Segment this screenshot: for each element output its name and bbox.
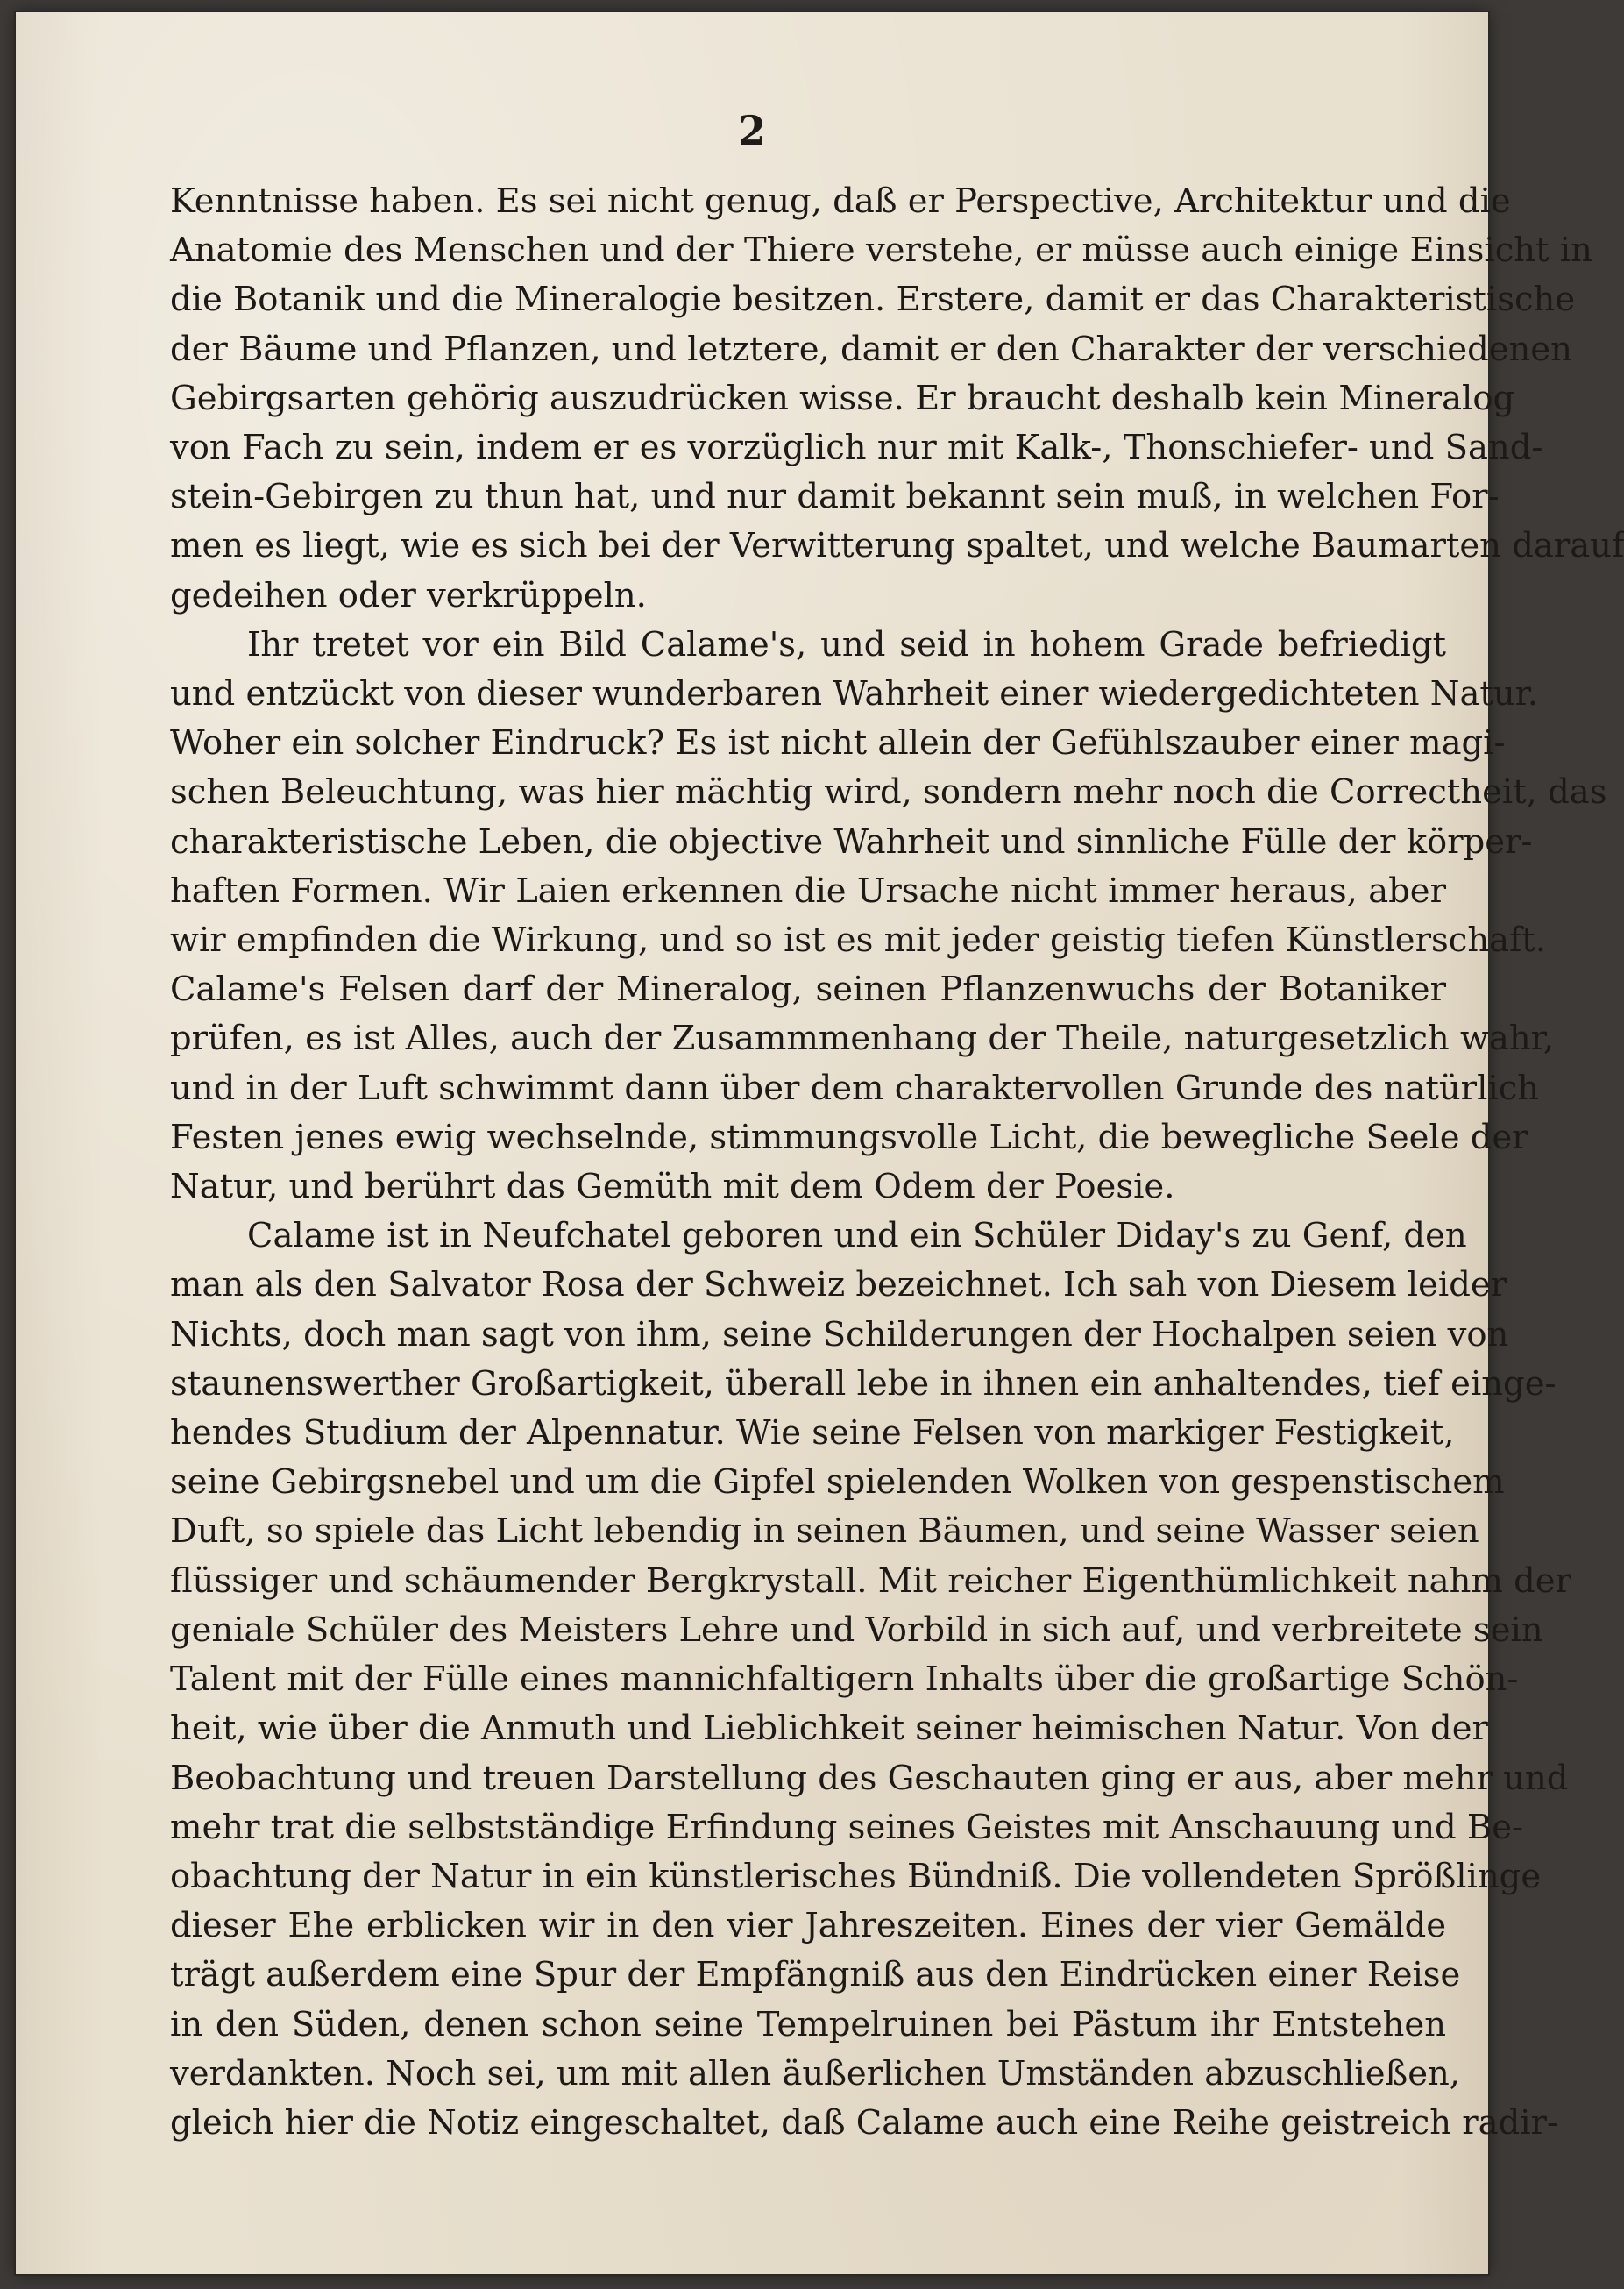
text-line: men es liegt, wie es sich bei der Verwitterung spaltet, und welche Baumarten darauf bbox=[170, 526, 1624, 566]
text-line: Duft, so spiele das Licht lebendig in seinen Bäumen, und seine Wasser seien bbox=[170, 1511, 1479, 1552]
text-line: Festen jenes ewig wechselnde, stimmungsvolle Licht, die bewegliche Seele der bbox=[170, 1117, 1528, 1157]
text-line: geniale Schüler des Meisters Lehre und Vorbild in sich auf, und verbreitete sein bbox=[170, 1610, 1543, 1650]
text-line: Woher ein solcher Eindruck? Es ist nicht allein der Gefühlszauber einer magi- bbox=[170, 723, 1506, 764]
book-page bbox=[16, 12, 1624, 2274]
text-line: und entzückt von dieser wunderbaren Wahrheit einer wiedergedichteten Natur. bbox=[170, 674, 1539, 714]
page-number: 2 bbox=[737, 107, 766, 154]
text-line: stein-Gebirgen zu thun hat, und nur damit bekannt sein muß, in welchen For- bbox=[170, 477, 1500, 517]
text-line: man als den Salvator Rosa der Schweiz bezeichnet. Ich sah von Diesem leider bbox=[170, 1265, 1507, 1305]
text-line: Natur, und berührt das Gemüth mit dem Odem der Poesie. bbox=[170, 1167, 1175, 1207]
text-line: Talent mit der Fülle eines mannichfaltigern Inhalts über die großartige Schön- bbox=[170, 1660, 1519, 1700]
text-line: staunenswerther Großartigkeit, überall lebe in ihnen ein anhaltendes, tief einge- bbox=[170, 1363, 1557, 1404]
text-line: Nichts, doch man sagt von ihm, seine Schilderungen der Hochalpen seien von bbox=[170, 1314, 1509, 1354]
body-text bbox=[170, 177, 1624, 2148]
text-line: gleich hier die Notiz eingeschaltet, daß Calame auch eine Reihe geistreich radir- bbox=[170, 2102, 1558, 2143]
text-line: die Botanik und die Mineralogie besitzen. Erstere, damit er das Charakteristische bbox=[170, 280, 1576, 320]
text-line: verdankten. Noch sei, um mit allen äußerlichen Umständen abzuschließen, bbox=[170, 2053, 1461, 2094]
text-line: hendes Studium der Alpennatur. Wie seine Felsen von markiger Festigkeit, bbox=[170, 1413, 1455, 1454]
text-line: charakteristische Leben, die objective Wahrheit und sinnliche Fülle der körper- bbox=[170, 821, 1533, 862]
text-line: und in der Luft schwimmt dann über dem charaktervollen Grunde des natürlich bbox=[170, 1068, 1540, 1108]
text-line: schen Beleuchtung, was hier mächtig wird, sondern mehr noch die Correctheit, das bbox=[170, 772, 1607, 813]
text-line: Ihr tretet vor ein Bild Calame's, und seid in hohem Grade befriedigt bbox=[247, 624, 1446, 665]
text-line: dieser Ehe erblicken wir in den vier Jahreszeiten. Eines der vier Gemälde bbox=[170, 1906, 1446, 1946]
text-line: Kenntnisse haben. Es sei nicht genug, daß er Perspective, Architektur und die bbox=[170, 181, 1511, 221]
text-line: obachtung der Natur in ein künstlerisches Bündniß. Die vollendeten Sprößlinge bbox=[170, 1856, 1542, 1896]
text-line: heit, wie über die Anmuth und Lieblichkeit seiner heimischen Natur. Von der bbox=[170, 1709, 1488, 1749]
text-line: flüssiger und schäumender Bergkrystall. Mit reicher Eigenthümlichkeit nahm der bbox=[170, 1560, 1571, 1601]
text-line: der Bäume und Pflanzen, und letztere, damit er den Charakter der verschiedenen bbox=[170, 329, 1572, 369]
text-line: haften Formen. Wir Laien erkennen die Ursache nicht immer heraus, aber bbox=[170, 871, 1446, 911]
text-line: in den Süden, denen schon seine Tempelruinen bei Pästum ihr Entstehen bbox=[170, 2004, 1446, 2044]
text-line: prüfen, es ist Alles, auch der Zusammmenhang der Theile, naturgesetzlich wahr, bbox=[170, 1019, 1555, 1059]
text-line: wir empfinden die Wirkung, und so ist es mit jeder geistig tiefen Künstlerschaft. bbox=[170, 921, 1547, 961]
text-line: trägt außerdem eine Spur der Empfängniß aus den Eindrücken einer Reise bbox=[170, 1955, 1461, 1995]
text-line: Beobachtung und treuen Darstellung des Geschauten ging er aus, aber mehr und bbox=[170, 1758, 1569, 1798]
text-line: von Fach zu sein, indem er es vorzüglich nur mit Kalk-, Thonschiefer- und Sand- bbox=[170, 428, 1543, 468]
text-line: seine Gebirgsnebel und um die Gipfel spielenden Wolken von gespenstischem bbox=[170, 1462, 1505, 1503]
text-line: Calame ist in Neufchatel geboren und ein Schüler Diday's zu Genf, den bbox=[247, 1216, 1467, 1256]
text-line: Anatomie des Menschen und der Thiere verstehe, er müsse auch einige Einsicht in bbox=[170, 231, 1592, 271]
text-line: gedeihen oder verkrüppeln. bbox=[170, 575, 647, 615]
text-line: Gebirgsarten gehörig auszudrücken wisse. Er braucht deshalb kein Mineralog bbox=[170, 378, 1515, 418]
text-line: mehr trat die selbstständige Erfindung seines Geistes mit Anschauung und Be- bbox=[170, 1807, 1524, 1847]
text-line: Calame's Felsen darf der Mineralog, seinen Pflanzenwuchs der Botaniker bbox=[170, 970, 1446, 1010]
